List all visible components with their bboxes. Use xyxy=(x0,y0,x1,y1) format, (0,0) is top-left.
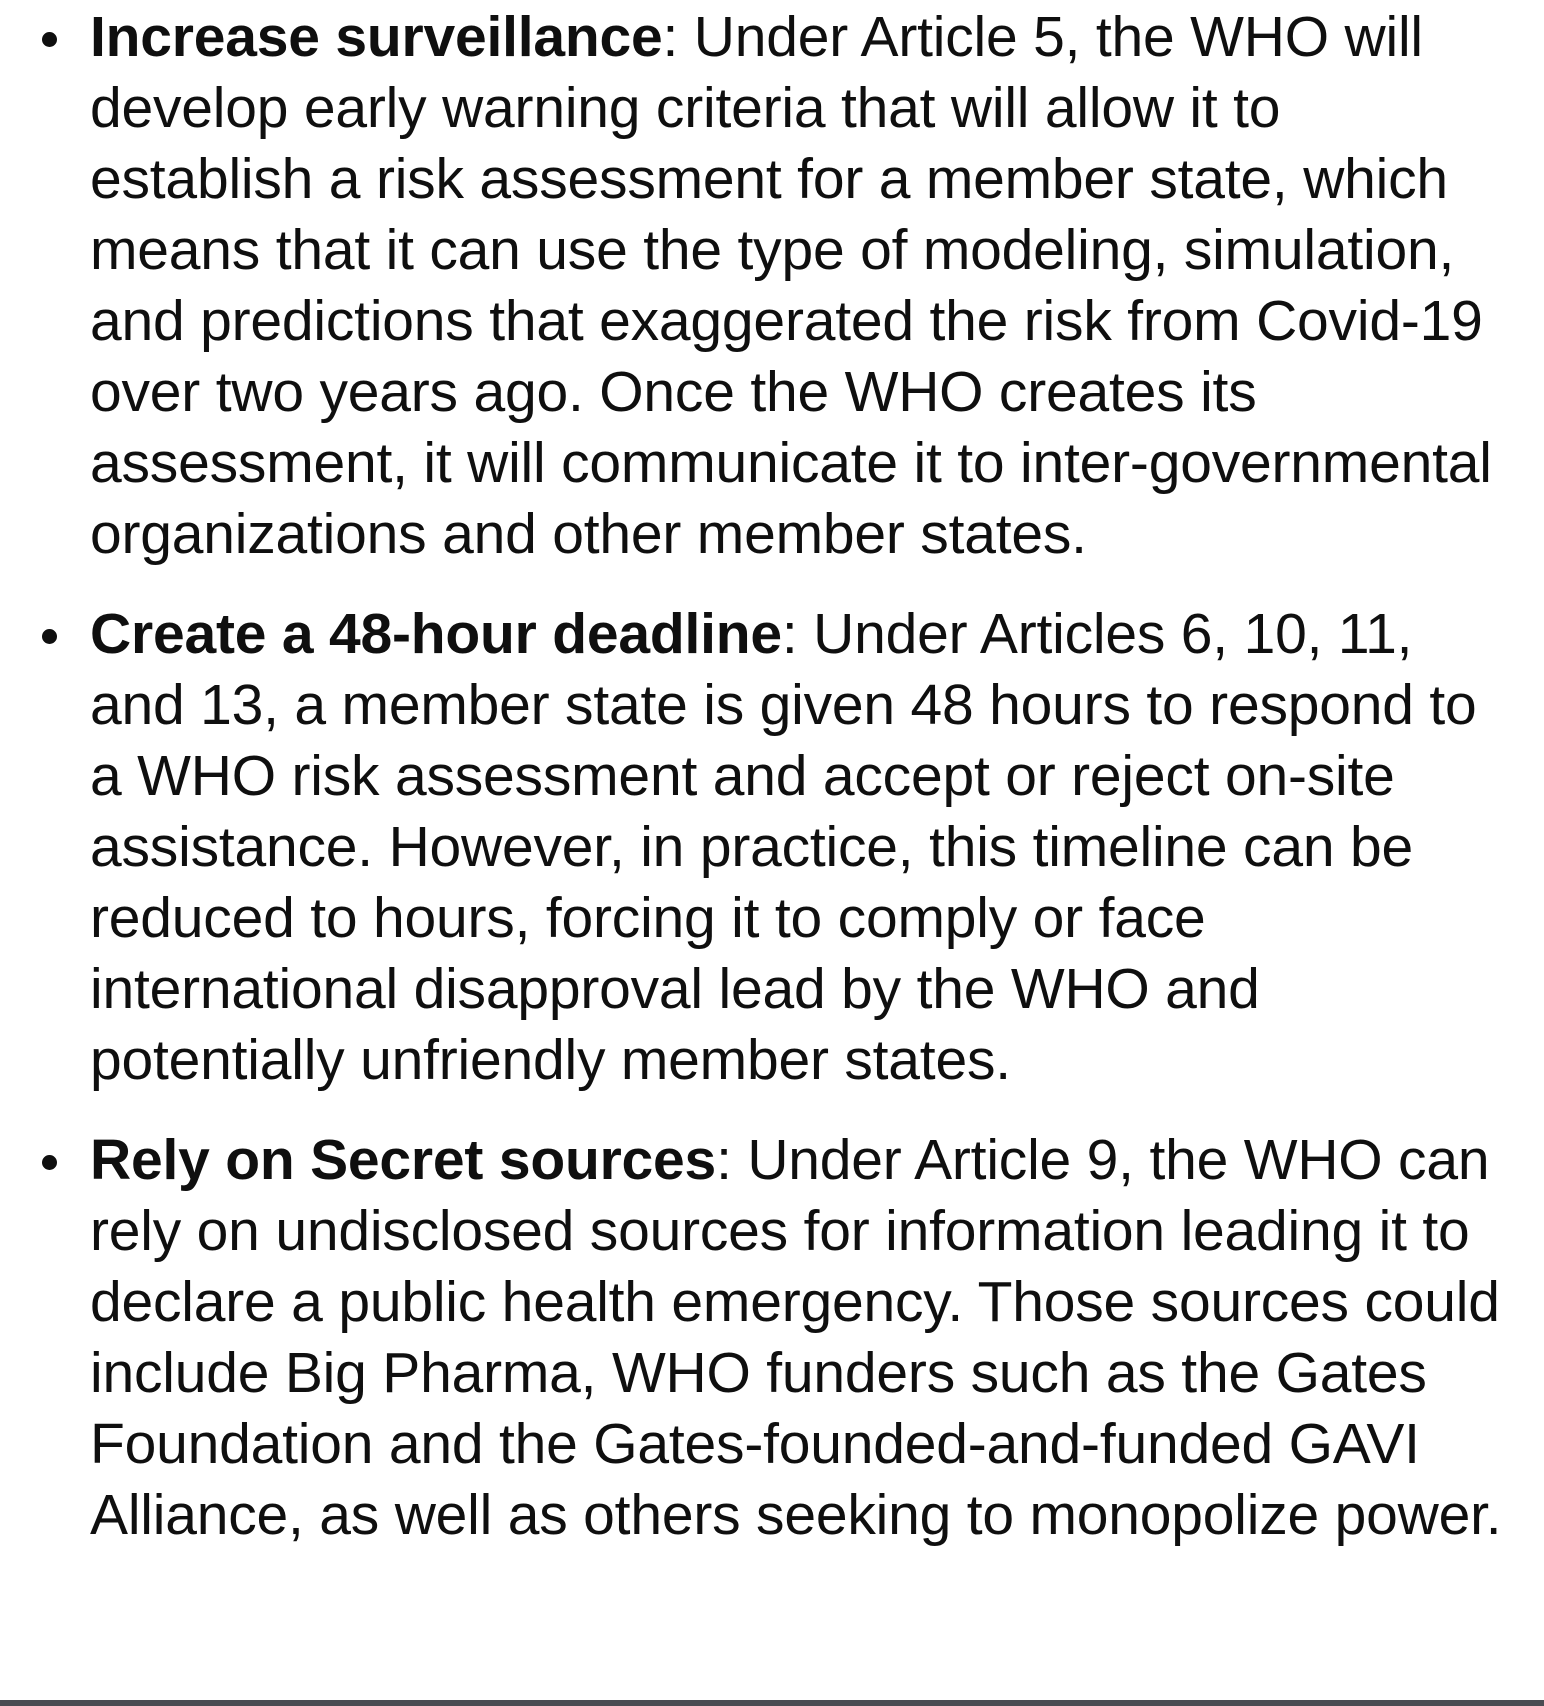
bullet-dot-icon xyxy=(42,32,57,47)
bullet-text: Under Articles 6, 10, 11, and 13, a member state is given 48 hours to respond to a WHO risk assessment and accept or reject on-site assistance. However, in practice, this timeline can be reduced to hours, forcing it to comply or face international disapproval lead by the WHO and potentially unfriendly member states. xyxy=(90,602,1477,1092)
bullet-term: Increase surveillance xyxy=(90,5,663,69)
bullet-term: Rely on Secret sources xyxy=(90,1128,717,1192)
bullet-text: Under Article 9, the WHO can rely on undisclosed sources for information leading it to declare a public health emergency. Those sources could include Big Pharma, WHO funders such as the Gates Foundation and the Gates-founded-and-funded GAVI Alliance, as well as others seeking to monopolize power. xyxy=(90,1128,1502,1547)
bullet-dot-icon xyxy=(42,1155,57,1170)
bullet-text: Under Article 5, the WHO will develop early warning criteria that will allow it to establish a risk assessment for a member state, which means that it can use the type of modeling, simulation, and predictions that exaggerated the risk from Covid-19 over two years ago. Once the WHO creates its assessment, it will communicate it to inter-governmental organizations and other member states. xyxy=(90,5,1492,566)
list-item xyxy=(0,1125,1514,1551)
bullet-separator: : xyxy=(662,5,679,69)
bullet-term: Create a 48-hour deadline xyxy=(90,602,782,666)
bullet-dot-icon xyxy=(42,629,57,644)
list-item xyxy=(0,599,1514,1096)
bullet-separator: : xyxy=(781,602,798,666)
list-item xyxy=(0,2,1514,570)
bullet-separator: : xyxy=(716,1128,732,1192)
bottom-divider xyxy=(0,1700,1544,1706)
bullet-list xyxy=(0,2,1514,1551)
